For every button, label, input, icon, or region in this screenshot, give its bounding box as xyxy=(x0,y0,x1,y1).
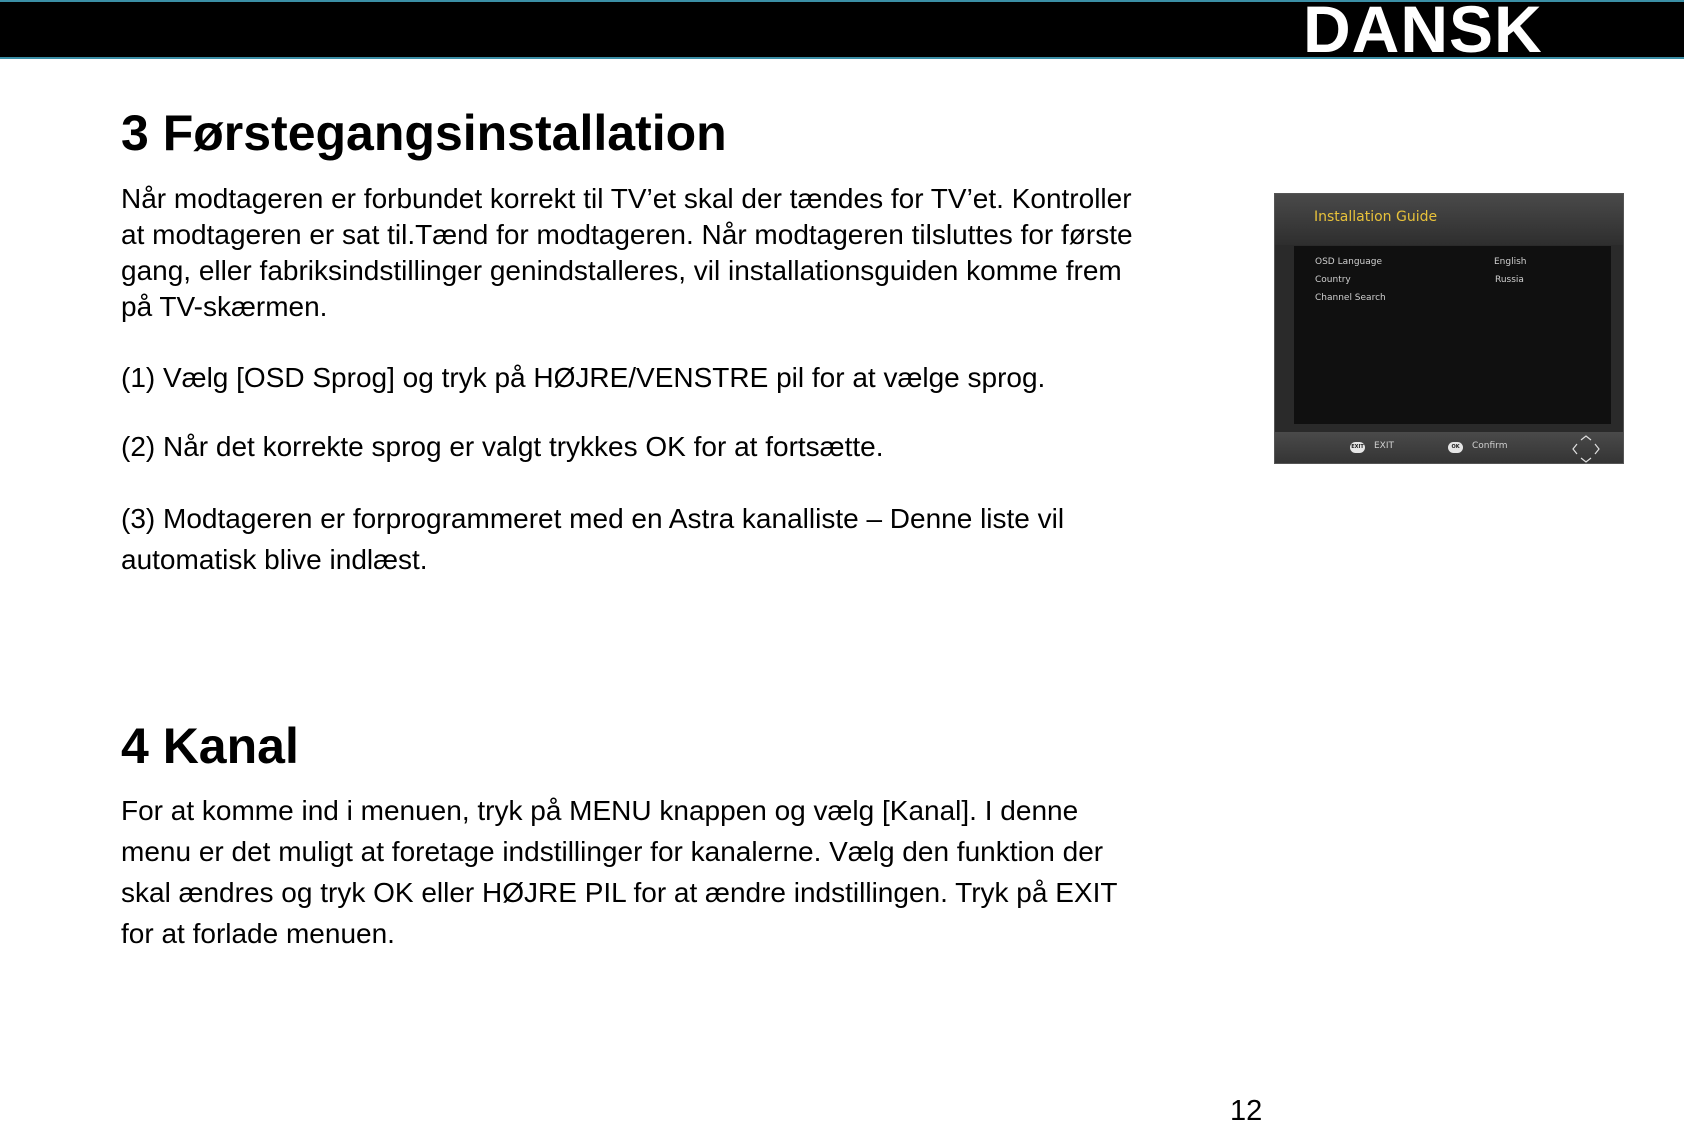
language-label: DANSK xyxy=(1303,0,1543,66)
tv-row-label-country: Country xyxy=(1315,275,1351,285)
tv-title-bar xyxy=(1275,194,1624,245)
step-3-text xyxy=(121,498,1064,580)
intro-line: at modtageren er sat til.Tænd for modtageren. Når modtageren tilsluttes for første xyxy=(121,219,1133,250)
section-4-heading: 4 Kanal xyxy=(121,718,299,774)
step-2-text: (2) Når det korrekte sprog er valgt trykkes OK for at fortsætte. xyxy=(121,431,884,462)
step-3-line: automatisk blive indlæst. xyxy=(121,544,428,575)
exit-key-label: EXIT xyxy=(1374,441,1395,451)
navigation-arrows-icon xyxy=(1571,434,1601,464)
intro-line: på TV-skærmen. xyxy=(121,291,328,322)
section-4-line: skal ændres og tryk OK eller HØJRE PIL for at ændre indstillingen. Tryk på EXIT xyxy=(121,877,1118,908)
step-3-line: (3) Modtageren er forprogrammeret med en Astra kanalliste – Denne liste vil xyxy=(121,503,1065,534)
section-3-intro xyxy=(121,181,1133,325)
step-1-text: (1) Vælg [OSD Sprog] og tryk på HØJRE/VENSTRE pil for at vælge sprog. xyxy=(121,362,1046,393)
exit-key-icon: EXIT xyxy=(1350,442,1365,453)
intro-line: gang, eller fabriksindstillinger genindstalleres, vil installationsguiden komme frem xyxy=(121,255,1122,286)
tv-row-value-osd-language: English xyxy=(1494,257,1527,267)
ok-key-icon: OK xyxy=(1448,442,1463,453)
tv-row-value-country: Russia xyxy=(1495,275,1524,285)
intro-line: Når modtageren er forbundet korrekt til TV’et skal der tændes for TV’et. Kontroller xyxy=(121,183,1132,214)
tv-row-label-channel-search: Channel Search xyxy=(1315,293,1386,303)
installation-guide-screenshot xyxy=(1274,193,1624,464)
language-header-bar xyxy=(0,0,1684,66)
section-4-line: for at forlade menuen. xyxy=(121,918,395,949)
tv-title: Installation Guide xyxy=(1314,209,1438,225)
section-4-line: For at komme ind i menuen, tryk på MENU knappen og vælg [Kanal]. I denne xyxy=(121,795,1079,826)
section-4-line: menu er det muligt at foretage indstillinger for kanalerne. Vælg den funktion der xyxy=(121,836,1104,867)
confirm-key-label: Confirm xyxy=(1472,441,1508,451)
tv-row-label-osd-language: OSD Language xyxy=(1315,257,1383,267)
page-number: 12 xyxy=(1230,1095,1263,1127)
tv-footer xyxy=(1275,432,1624,464)
section-4-text xyxy=(121,790,1117,954)
tv-menu-body xyxy=(1294,246,1611,424)
section-3-heading: 3 Førstegangsinstallation xyxy=(121,105,727,161)
